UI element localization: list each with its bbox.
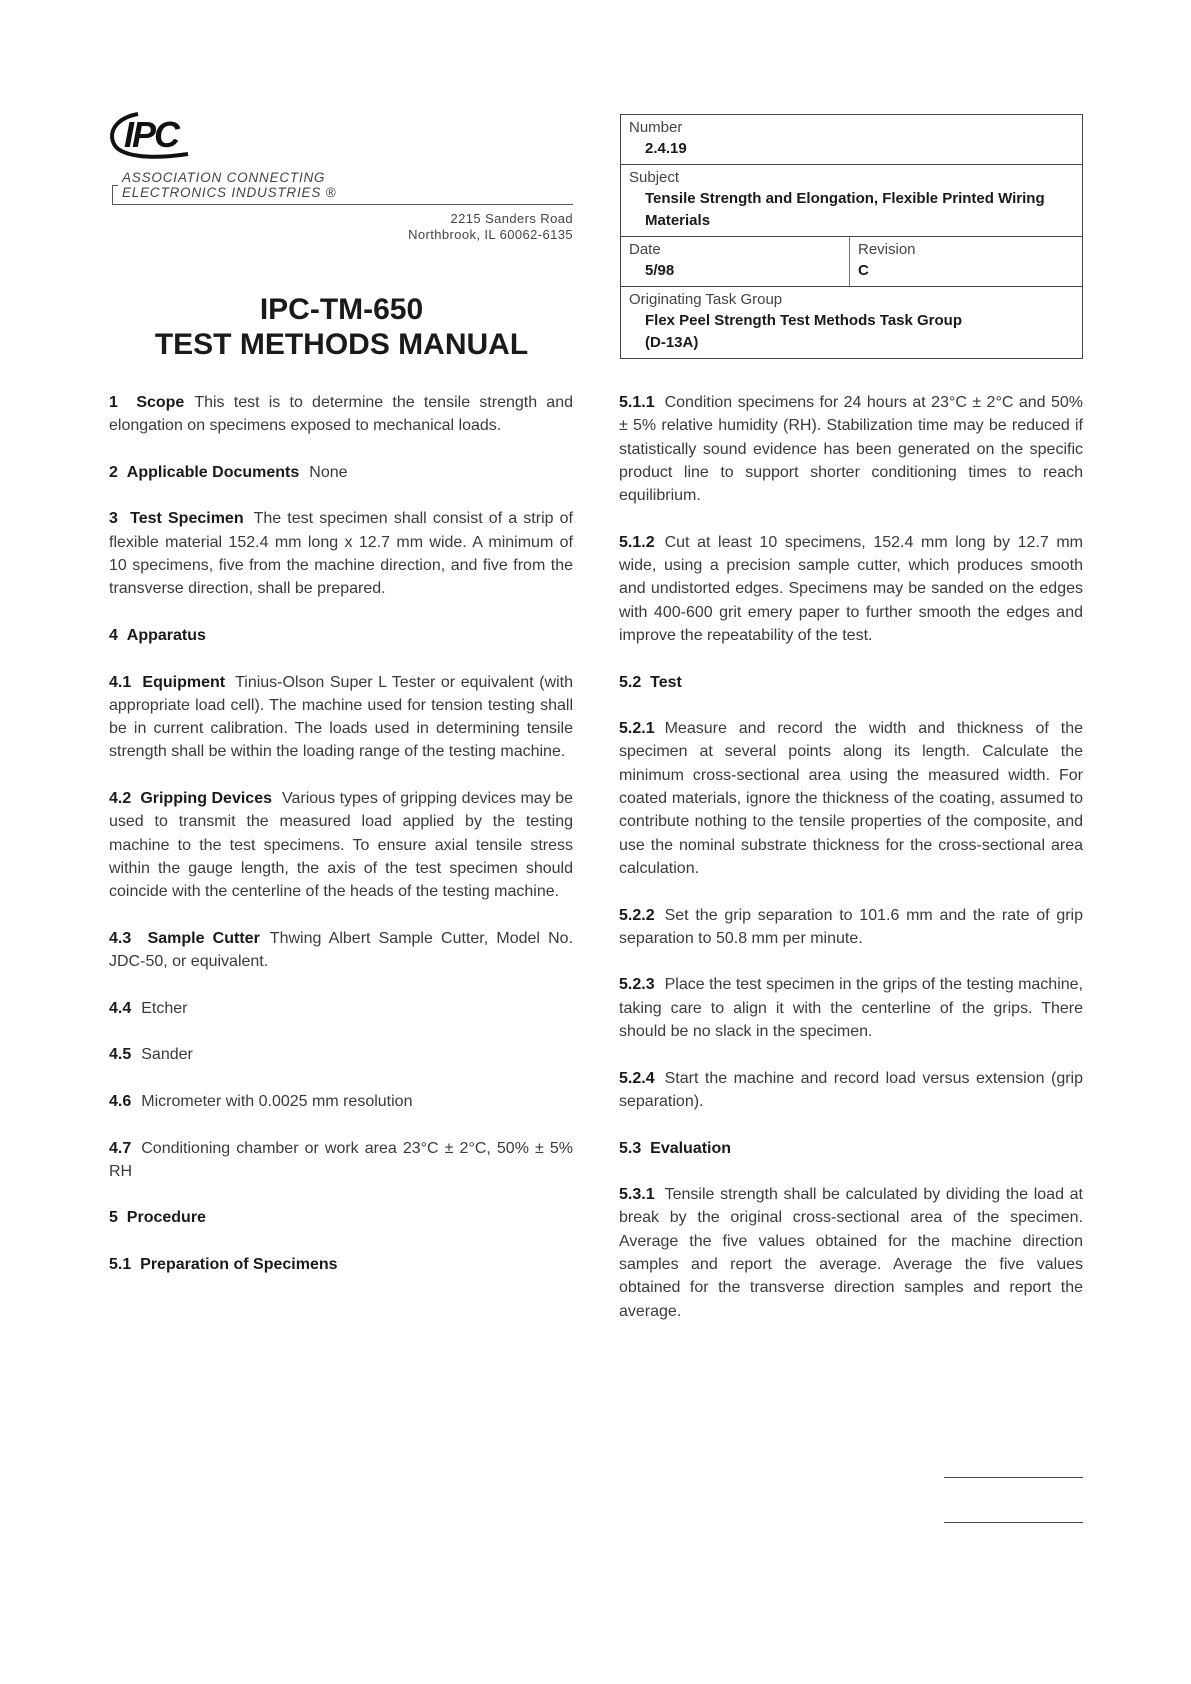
section-title: Test: [650, 673, 682, 691]
section-number: 4.5: [109, 1046, 132, 1064]
section-number: 4.7: [109, 1139, 132, 1157]
section-number: 5.2.1: [619, 720, 655, 738]
date-value: 5/98: [645, 262, 675, 279]
section-5-3-1: [619, 1183, 1083, 1323]
section-5-2-2: [619, 904, 1083, 951]
section-5-2-1: [619, 717, 1083, 880]
date-revision-row: [621, 237, 1082, 287]
section-number: 4.1: [109, 673, 132, 691]
address-line1: 2215 Sanders Road: [450, 211, 573, 226]
section-text: Micrometer with 0.0025 mm resolution: [141, 1092, 413, 1110]
section-number: 5.3.1: [619, 1186, 655, 1204]
section-text: Tensile strength shall be calculated by dividing the load at break by the original cross-sectional area of the specimen. Average the five values obtained for the machine direction samples and report the average. Average the five values obtained for the transverse direction samples and report the average.: [619, 1186, 1083, 1320]
section-text: Cut at least 10 specimens, 152.4 mm long by 12.7 mm wide, using a precision sample cutter, which produces smooth and undistorted edges. Specimens may be sanded on the edges with 400-600 grit emery paper to further smooth the edges and improve the repeatability of the test.: [619, 533, 1083, 644]
section-text: Various types of gripping devices may be used to transmit the measured load applied by the testing machine to the test specimens. To ensure axial tensile stress within the gauge length, the axis of the test specimen should coincide with the centerline of the heads of the testing machine.: [109, 790, 574, 901]
section-text: Set the grip separation to 101.6 mm and the rate of grip separation to 50.8 mm per minute.: [619, 906, 1083, 947]
section-number: 2: [109, 463, 118, 481]
section-number: 4.2: [109, 790, 132, 808]
association-line1: ASSOCIATION CONNECTING: [122, 170, 326, 185]
section-4-3: [109, 927, 573, 974]
number-label: Number: [629, 119, 683, 136]
section-number: 5.3: [619, 1139, 642, 1157]
section-title: Test Specimen: [130, 510, 244, 528]
section-3: [109, 507, 573, 600]
section-number: 4: [109, 626, 118, 644]
section-text: Start the machine and record load versus extension (grip separation).: [619, 1069, 1083, 1110]
section-number: 5.2.2: [619, 906, 655, 924]
section-4-5: [109, 1043, 573, 1066]
section-text: Sander: [141, 1046, 193, 1064]
left-column: [109, 391, 573, 1300]
info-box: [620, 114, 1083, 359]
section-5-2: [619, 671, 1083, 694]
section-number: 5: [109, 1209, 118, 1227]
association-name: [122, 170, 336, 200]
title-line1: IPC-TM-650: [259, 293, 424, 326]
section-text: This test is to determine the tensile strength and elongation on specimens exposed to mechanical loads.: [109, 394, 574, 435]
section-4: [109, 624, 573, 647]
section-text: None: [309, 463, 348, 481]
header-bracket: [112, 185, 113, 205]
section-number: 5.2: [619, 673, 642, 691]
section-text: Place the test specimen in the grips of the testing machine, taking care to align it with the centerline of the grips. There should be no slack in the specimen.: [619, 976, 1083, 1041]
signature-line-2: [944, 1522, 1083, 1523]
section-number: 5.1: [109, 1255, 132, 1273]
section-title: Evaluation: [650, 1139, 732, 1157]
section-5-2-4: [619, 1067, 1083, 1114]
section-title: Procedure: [126, 1209, 206, 1227]
section-2: [109, 461, 573, 484]
ipc-logo: [108, 110, 218, 160]
date-label: Date: [629, 241, 661, 258]
section-text: Conditioning chamber or work area 23°C ± 2°C, 50% ± 5% RH: [109, 1139, 573, 1180]
subject-value: Tensile Strength and Elongation, Flexible Printed Wiring Materials: [645, 190, 1045, 229]
section-title: Applicable Documents: [126, 463, 300, 481]
section-5-3: [619, 1137, 1083, 1160]
signature-line-1: [944, 1477, 1083, 1478]
address: [408, 211, 573, 243]
section-number: 5.1.1: [619, 394, 655, 411]
section-number: 5.2.4: [619, 1069, 655, 1087]
section-number: 4.3: [109, 929, 132, 947]
section-text: Measure and record the width and thickness of the specimen at several points along its length. Calculate the minimum cross-sectional area using the measured width. For coated materials, ignore the thickness of the coating, assumed to contribute nothing to the tensile properties of the composite, and use the nominal substrate thickness for the cross-sectional area calculation.: [619, 720, 1083, 877]
section-4-4: [109, 997, 573, 1020]
document-title: [110, 292, 573, 362]
section-4-6: [109, 1090, 573, 1113]
section-text: The test specimen shall consist of a strip of flexible material 152.4 mm long x 12.7 mm wide. A minimum of 10 specimens, five from the machine direction, and five from the transverse direction, shall be prepared.: [109, 510, 574, 598]
number-row: [621, 115, 1082, 165]
section-title: Equipment: [142, 673, 226, 691]
revision-cell: [850, 237, 1082, 286]
right-column: [619, 391, 1083, 1346]
section-title: Sample Cutter: [147, 929, 260, 947]
section-text: Tinius-Olson Super L Tester or equivalent (with appropriate load cell). The machine used for tension testing shall be in current calibration. The loads used in determining tensile strength shall be within the loading range of the testing machine.: [109, 673, 573, 761]
section-text: Etcher: [141, 999, 188, 1017]
number-value: 2.4.19: [645, 140, 687, 157]
section-text: Thwing Albert Sample Cutter, Model No. JDC-50, or equivalent.: [109, 929, 574, 971]
section-title: Preparation of Specimens: [140, 1255, 338, 1273]
section-number: 4.6: [109, 1092, 132, 1110]
association-line2: ELECTRONICS INDUSTRIES ®: [122, 185, 337, 200]
section-5-1-2: [619, 531, 1083, 647]
section-number: 4.4: [109, 999, 132, 1017]
subject-label: Subject: [629, 169, 680, 186]
section-title: Apparatus: [126, 626, 206, 644]
section-4-2: [109, 787, 573, 903]
section-5: [109, 1206, 573, 1229]
section-4-1: [109, 671, 573, 764]
task-group-row: [621, 287, 1082, 358]
section-4-7: [109, 1137, 573, 1184]
task-group-value: Flex Peel Strength Test Methods Task Group (D-13A): [645, 312, 962, 351]
svg-text:IPC: IPC: [124, 114, 179, 155]
address-line2: Northbrook, IL 60062-6135: [408, 227, 573, 242]
section-number: 5.1.2: [619, 533, 655, 551]
section-title: Scope: [136, 394, 185, 411]
task-group-label: Originating Task Group: [629, 291, 783, 308]
section-1: [109, 391, 573, 438]
subject-row: [621, 165, 1082, 237]
header-bracket-top: [112, 185, 118, 186]
title-line2: TEST METHODS MANUAL: [154, 328, 529, 361]
section-5-1: [109, 1253, 573, 1276]
section-number: 1: [109, 394, 118, 411]
revision-value: C: [858, 262, 869, 279]
section-number: 3: [109, 510, 118, 528]
section-5-2-3: [619, 973, 1083, 1043]
revision-label: Revision: [858, 241, 916, 258]
date-cell: [621, 237, 850, 286]
header-rule: [112, 204, 573, 205]
section-text: Condition specimens for 24 hours at 23°C ± 2°C and 50% ± 5% relative humidity (RH). Stabilization time may be reduced if statistically sound evidence has been generated on the specific product line to support shorter conditioning times to reach equilibrium.: [619, 394, 1083, 505]
section-title: Gripping Devices: [140, 790, 272, 808]
section-5-1-1: [619, 391, 1083, 507]
section-number: 5.2.3: [619, 976, 655, 994]
